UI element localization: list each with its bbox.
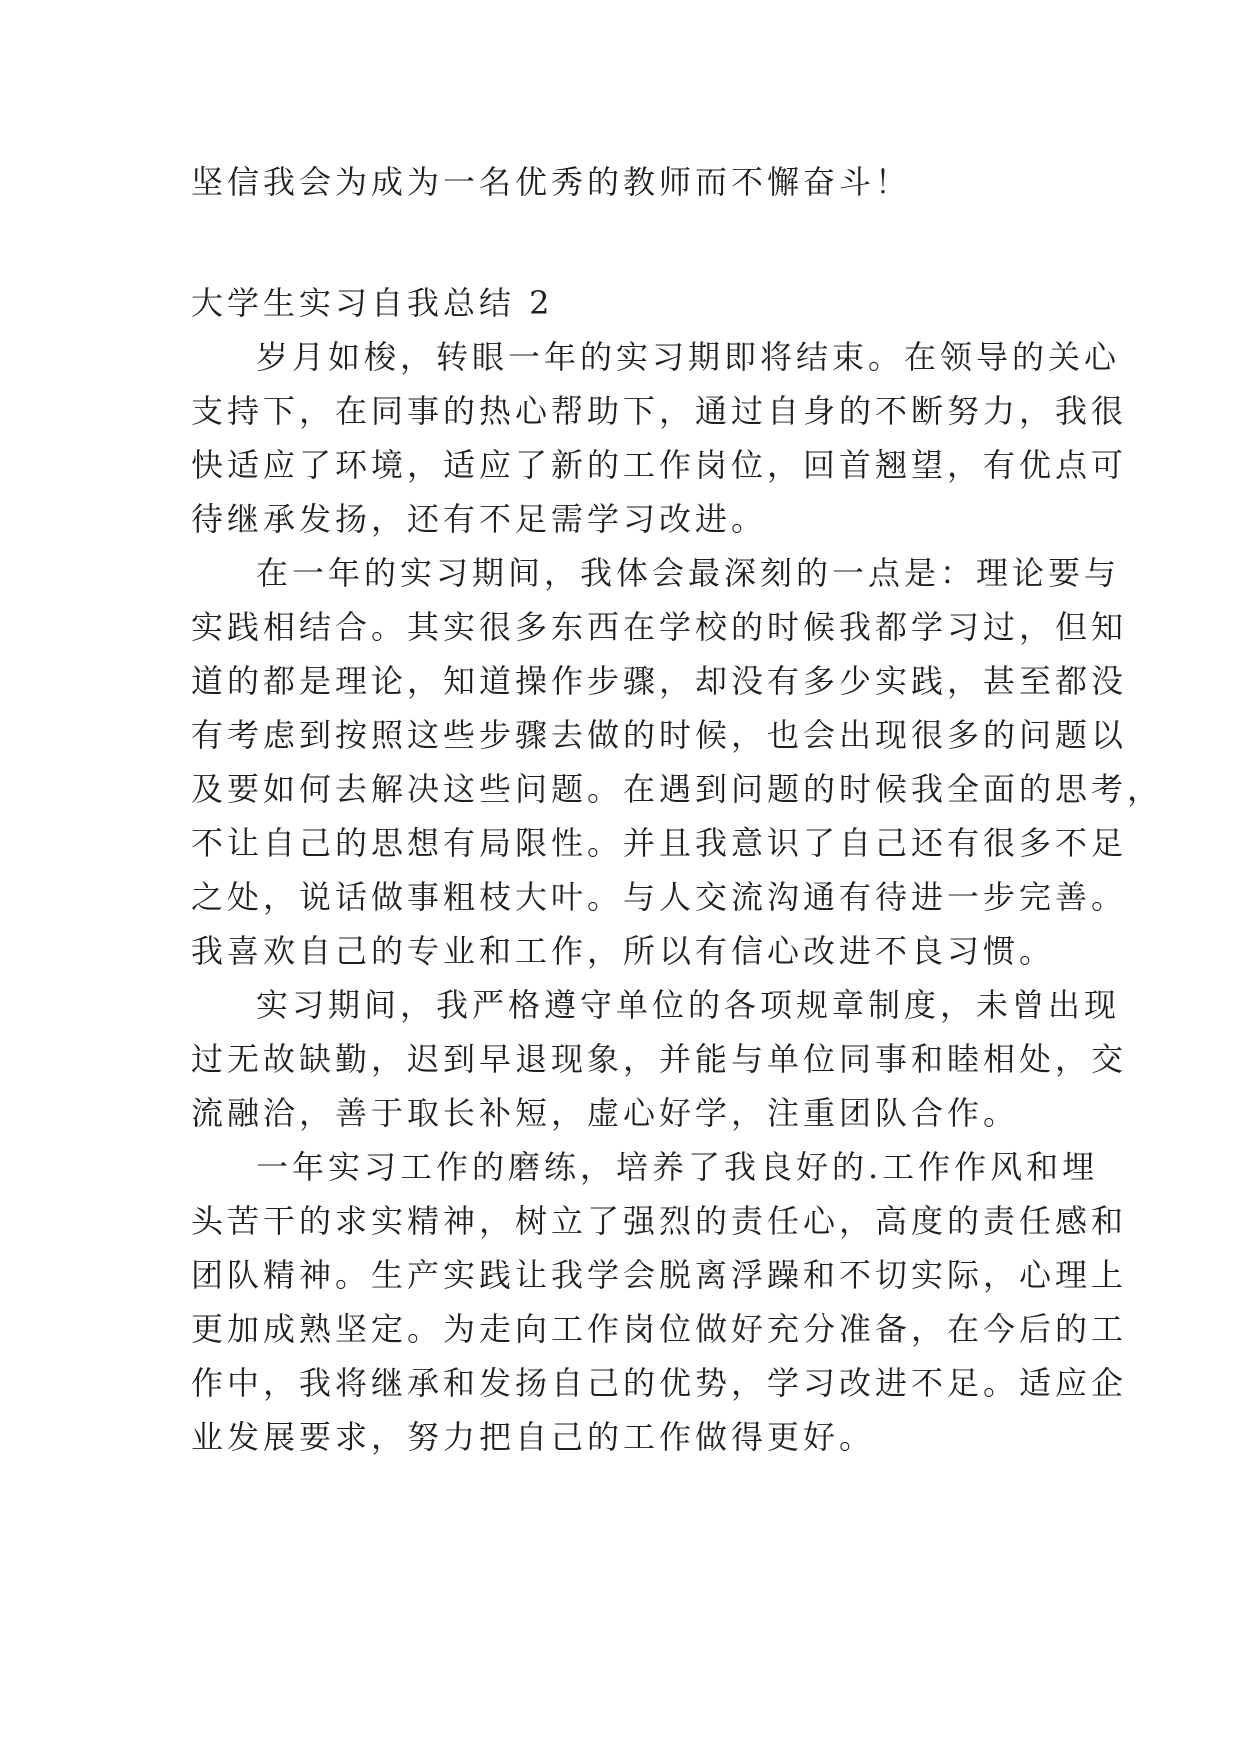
paragraph-line: 及要如何去解决这些问题。在遇到问题的时候我全面的思考， bbox=[191, 770, 1164, 808]
paragraph-3 bbox=[191, 978, 1128, 1140]
paragraph-line: 在一年的实习期间，我体会最深刻的一点是：理论要与 bbox=[256, 554, 1121, 592]
section-title: 大学生实习自我总结 2 bbox=[191, 284, 554, 322]
paragraph-line: 支持下，在同事的热心帮助下，通过自身的不断努力，我很 bbox=[191, 392, 1128, 430]
spacer bbox=[191, 209, 1071, 276]
paragraph-2 bbox=[191, 546, 1164, 978]
paragraph-line: 业发展要求，努力把自己的工作做得更好。 bbox=[191, 1418, 876, 1456]
paragraph-line: 流融洽，善于取长补短，虚心好学，注重团队合作。 bbox=[191, 1094, 1020, 1132]
paragraph-line: 团队精神。生产实践让我学会脱离浮躁和不切实际，心理上 bbox=[191, 1256, 1128, 1294]
paragraph-line: 我喜欢自己的专业和工作，所以有信心改进不良习惯。 bbox=[191, 932, 1056, 970]
paragraph-line: 之处，说话做事粗枝大叶。与人交流沟通有待进一步完善。 bbox=[191, 878, 1128, 916]
paragraph-line: 道的都是理论，知道操作步骤，却没有多少实践，甚至都没 bbox=[191, 662, 1128, 700]
closing-line: 坚信我会为成为一名优秀的教师而不懈奋斗！ bbox=[191, 163, 912, 201]
paragraph-line: 过无故缺勤，迟到早退现象，并能与单位同事和睦相处，交 bbox=[191, 1040, 1128, 1078]
paragraph-line: 快适应了环境，适应了新的工作岗位，回首翘望，有优点可 bbox=[191, 446, 1128, 484]
document-body bbox=[191, 155, 1164, 1464]
paragraph-line: 作中，我将继承和发扬自己的优势，学习改进不足。适应企 bbox=[191, 1364, 1128, 1402]
paragraph-line: 不让自己的思想有局限性。并且我意识了自己还有很多不足 bbox=[191, 824, 1128, 862]
paragraph-line: 实践相结合。其实很多东西在学校的时候我都学习过，但知 bbox=[191, 608, 1128, 646]
paragraph-1 bbox=[191, 330, 1128, 546]
paragraph-line: 岁月如梭，转眼一年的实习期即将结束。在领导的关心 bbox=[256, 338, 1121, 376]
paragraph-line: 待继承发扬，还有不足需学习改进。 bbox=[191, 500, 768, 538]
paragraph-line: 有考虑到按照这些步骤去做的时候，也会出现很多的问题以 bbox=[191, 716, 1128, 754]
paragraph-4 bbox=[191, 1140, 1128, 1464]
paragraph-line: 实习期间，我严格遵守单位的各项规章制度，未曾出现 bbox=[256, 986, 1121, 1024]
paragraph-line: 头苦干的求实精神，树立了强烈的责任心，高度的责任感和 bbox=[191, 1202, 1128, 1240]
paragraph-line: 一年实习工作的磨练，培养了我良好的.工作作风和埋 bbox=[256, 1148, 1099, 1186]
paragraph-line: 更加成熟坚定。为走向工作岗位做好充分准备，在今后的工 bbox=[191, 1310, 1128, 1348]
